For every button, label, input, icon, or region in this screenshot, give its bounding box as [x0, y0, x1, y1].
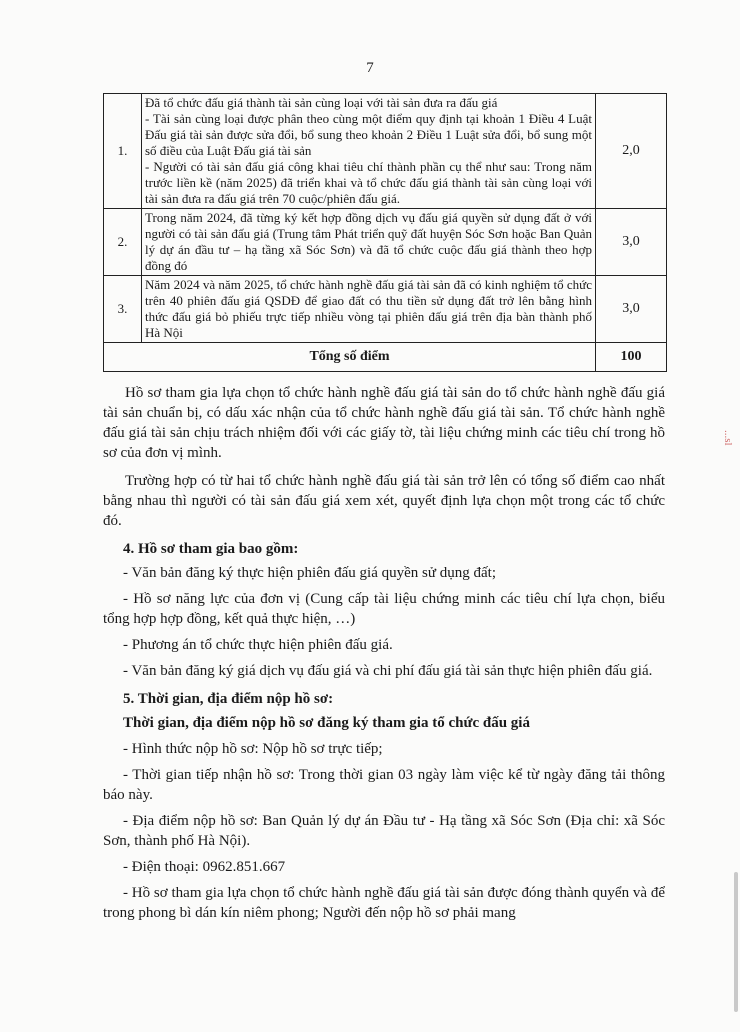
- section-4-item: - Phương án tổ chức thực hiện phiên đấu giá.: [123, 637, 393, 653]
- section-5-item: - Hồ sơ tham gia lựa chọn tổ chức hành nghề đấu giá tài sản được đóng thành quyển và để trong phong bì dán kín niêm phong; Người đến nộp hồ sơ phải mang: [103, 885, 665, 921]
- section-5-subheading: Thời gian, địa điểm nộp hồ sơ đăng ký tham gia tổ chức đấu giá: [123, 715, 530, 731]
- body-text: [103, 383, 665, 923]
- row-score: 2,0: [596, 94, 667, 209]
- criteria-table: [103, 93, 667, 372]
- table-row: [104, 209, 667, 276]
- row-score: 3,0: [596, 209, 667, 276]
- page-number: 7: [366, 60, 374, 76]
- section-4-item: - Văn bản đăng ký giá dịch vụ đấu giá và chi phí đấu giá tài sản thực hiện phiên đấu giá.: [123, 663, 653, 679]
- description-line: Trong năm 2024, đã từng ký kết hợp đồng dịch vụ đấu giá quyền sử dụng đất ở với người có tài sản đấu giá (Trung tâm Phát triển quỹ đất huyện Sóc Sơn hoặc Ban Quản lý dự án đầu tư – hạ tầng xã Sóc Sơn) và đã tổ chức cuộc đấu giá thành theo hợp đồng đó: [145, 210, 592, 273]
- row-number: 3.: [104, 276, 142, 343]
- table-row: [104, 276, 667, 343]
- section-5-item: - Hình thức nộp hồ sơ: Nộp hồ sơ trực tiếp;: [123, 741, 383, 757]
- row-description: [142, 94, 596, 209]
- row-number: 1.: [104, 94, 142, 209]
- row-score: 3,0: [596, 276, 667, 343]
- table-row: [104, 94, 667, 209]
- total-row: [104, 343, 667, 372]
- description-line: Đã tổ chức đấu giá thành tài sản cùng loại với tài sản đưa ra đấu giá: [145, 95, 498, 110]
- section-4-item: - Văn bản đăng ký thực hiện phiên đấu giá quyền sử dụng đất;: [123, 565, 496, 581]
- margin-stamp-mark: ...sl: [722, 430, 734, 446]
- row-number: 2.: [104, 209, 142, 276]
- total-score: 100: [596, 343, 667, 372]
- row-description: [142, 276, 596, 343]
- row-description: [142, 209, 596, 276]
- section-5-item: - Điện thoại: 0962.851.667: [123, 859, 286, 875]
- section-5-item: - Thời gian tiếp nhận hồ sơ: Trong thời gian 03 ngày làm việc kể từ ngày đăng tải thông báo này.: [103, 767, 665, 803]
- section-4-item: - Hồ sơ năng lực của đơn vị (Cung cấp tài liệu chứng minh các tiêu chí lựa chọn, biểu tổng hợp hợp đồng, kết quả thực hiện, …): [103, 591, 665, 627]
- paragraph-dossier: Hồ sơ tham gia lựa chọn tổ chức hành nghề đấu giá tài sản do tổ chức hành nghề đấu giá tài sản chuẩn bị, có dấu xác nhận của tổ chức hành nghề đấu giá tài sản. Tổ chức hành nghề đấu giá tài sản chịu trách nhiệm đối với các giấy tờ, tài liệu chứng minh các tiêu chí trong hồ sơ của đơn vị mình.: [103, 385, 665, 461]
- section-4-heading: 4. Hồ sơ tham gia bao gồm:: [123, 541, 299, 557]
- section-5-item: - Địa điểm nộp hồ sơ: Ban Quản lý dự án Đầu tư - Hạ tầng xã Sóc Sơn (Địa chỉ: xã Sóc Sơn, thành phố Hà Nội).: [103, 813, 665, 849]
- section-5-heading: 5. Thời gian, địa điểm nộp hồ sơ:: [123, 691, 334, 707]
- description-line: - Người có tài sản đấu giá công khai tiêu chí thành phần cụ thể như sau: Trong năm trước liền kề (năm 2025) đã triển khai và tổ chức đấu giá thành tài sản cùng loại với tài sản đưa ra đấu giá trên 70 cuộc/phiên đấu giá.: [145, 159, 592, 206]
- description-line: Năm 2024 và năm 2025, tổ chức hành nghề đấu giá tài sản đã có kinh nghiệm tổ chức trên 40 phiên đấu giá QSDĐ để giao đất có thu tiền sử dụng đất trở lên bằng hình thức đấu giá bỏ phiếu trực tiếp nhiều vòng tại phiên đấu giá trên địa bàn thành phố Hà Nội: [145, 277, 592, 340]
- paragraph-tie: Trường hợp có từ hai tổ chức hành nghề đấu giá tài sản trở lên có tổng số điểm cao nhất bằng nhau thì người có tài sản đấu giá xem xét, quyết định lựa chọn một trong các tổ chức đó.: [103, 473, 665, 529]
- scrollbar[interactable]: [734, 872, 738, 1012]
- total-label: Tổng số điểm: [104, 343, 596, 372]
- description-line: - Tài sản cùng loại được phân theo cùng một điểm quy định tại khoản 1 Điều 4 Luật Đấu giá tài sản được sửa đổi, bổ sung theo khoản 2 Điều 1 Luật sửa đổi, bổ sung một số điều của Luật Đấu giá tài sản: [145, 111, 592, 158]
